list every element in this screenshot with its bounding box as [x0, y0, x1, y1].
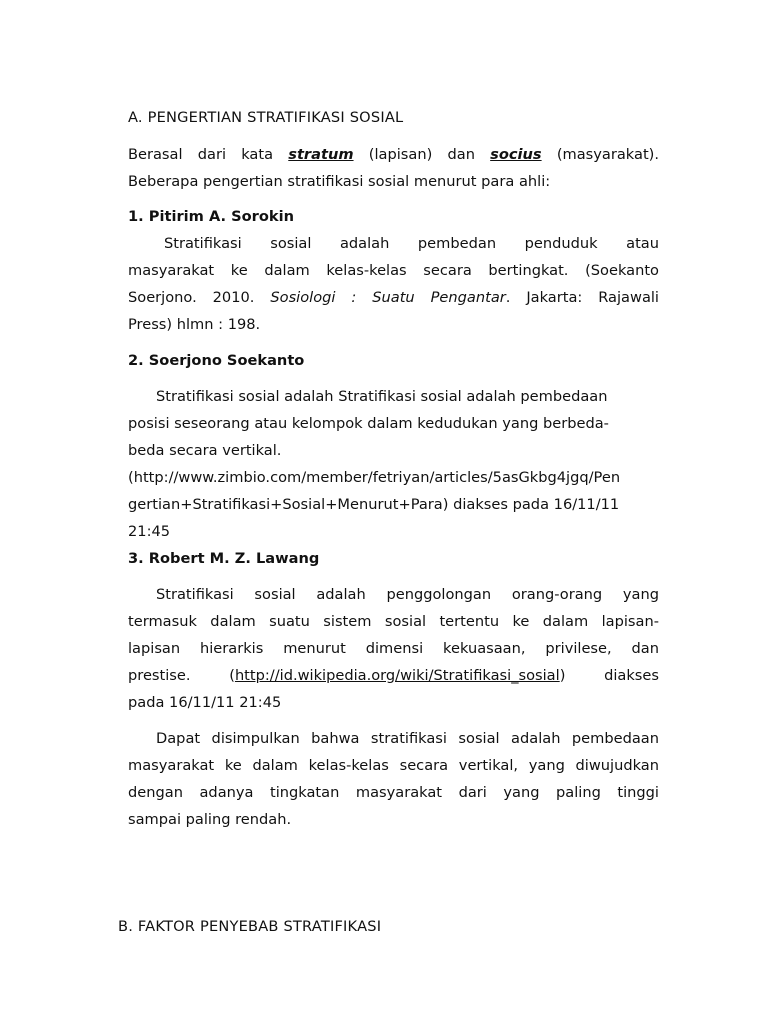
conclusion-line-3: dengan adanya tingkatan masyarakat dari yang paling tinggi: [128, 784, 659, 801]
intro-text-b: (lapisan) dan: [368, 146, 475, 163]
expert-2-line-6: 21:45: [128, 523, 171, 540]
section-a-heading: A. PENGERTIAN STRATIFIKASI SOSIAL: [128, 109, 404, 126]
expert-2-paragraph: [128, 383, 659, 545]
book-title: Sosiologi : Suatu Pengantar: [270, 289, 506, 306]
expert-3-text-b: diakses: [604, 667, 659, 684]
expert-3-heading: 3. Robert M. Z. Lawang: [128, 550, 320, 567]
expert-1-line-4: Press) hlmn : 198.: [128, 316, 261, 333]
conclusion-line-4: sampai paling rendah.: [128, 811, 292, 828]
expert-1-paragraph: [128, 230, 659, 338]
expert-2-line-1: Stratifikasi sosial adalah Stratifikasi sosial adalah pembedaan: [156, 388, 608, 405]
expert-1-publisher: . Jakarta: Rajawali: [505, 289, 659, 306]
intro-paragraph: [128, 141, 659, 195]
expert-3-line-3: lapisan hierarkis menurut dimensi kekuasaan, privilese, dan: [128, 640, 659, 657]
intro-text-a: Berasal dari kata: [128, 146, 274, 163]
expert-1-heading: 1. Pitirim A. Sorokin: [128, 208, 294, 225]
expert-2-line-3: beda secara vertikal.: [128, 442, 282, 459]
wikipedia-link[interactable]: (http://id.wikipedia.org/wiki/Stratifikasi_sosial): [229, 667, 566, 684]
intro-line-2: Beberapa pengertian stratifikasi sosial menurut para ahli:: [128, 173, 551, 190]
conclusion-line-1: Dapat disimpulkan bahwa stratifikasi sosial adalah pembedaan: [156, 730, 659, 747]
expert-3-line-4: [128, 662, 659, 689]
expert-2-line-5: gertian+Stratifikasi+Sosial+Menurut+Para) diakses pada 16/11/11: [128, 496, 620, 513]
intro-line-1: [128, 141, 659, 168]
expert-3-paragraph: [128, 581, 659, 716]
term-stratum: stratum: [288, 146, 354, 163]
intro-text-c: (masyarakat).: [556, 146, 659, 163]
conclusion-line-2: masyarakat ke dalam kelas-kelas secara vertikal, yang diwujudkan: [128, 757, 659, 774]
expert-2-line-4: (http://www.zimbio.com/member/fetriyan/articles/5asGkbg4jgq/Pen: [128, 469, 621, 486]
expert-1-citation-year: Soerjono. 2010.: [128, 289, 255, 306]
wikipedia-link-url[interactable]: http://id.wikipedia.org/wiki/Stratifikasi_sosial: [234, 667, 560, 684]
expert-1-line-3: [128, 284, 659, 311]
expert-2-line-2: posisi seseorang atau kelompok dalam kedudukan yang berbeda-: [128, 415, 609, 432]
expert-3-line-1: Stratifikasi sosial adalah penggolongan orang-orang yang: [156, 586, 659, 603]
term-socius: socius: [490, 146, 542, 163]
expert-1-line-2: masyarakat ke dalam kelas-kelas secara bertingkat. (Soekanto: [128, 262, 659, 279]
expert-3-line-2: termasuk dalam suatu sistem sosial tertentu ke dalam lapisan-: [128, 613, 659, 630]
conclusion-paragraph: [128, 725, 659, 833]
expert-2-heading: 2. Soerjono Soekanto: [128, 352, 305, 369]
expert-1-line-1: Stratifikasi sosial adalah pembedan penduduk atau: [164, 235, 659, 252]
expert-3-line-5: pada 16/11/11 21:45: [128, 694, 282, 711]
expert-3-text-a: prestise.: [128, 667, 191, 684]
section-b-heading: B. FAKTOR PENYEBAB STRATIFIKASI: [118, 918, 382, 935]
